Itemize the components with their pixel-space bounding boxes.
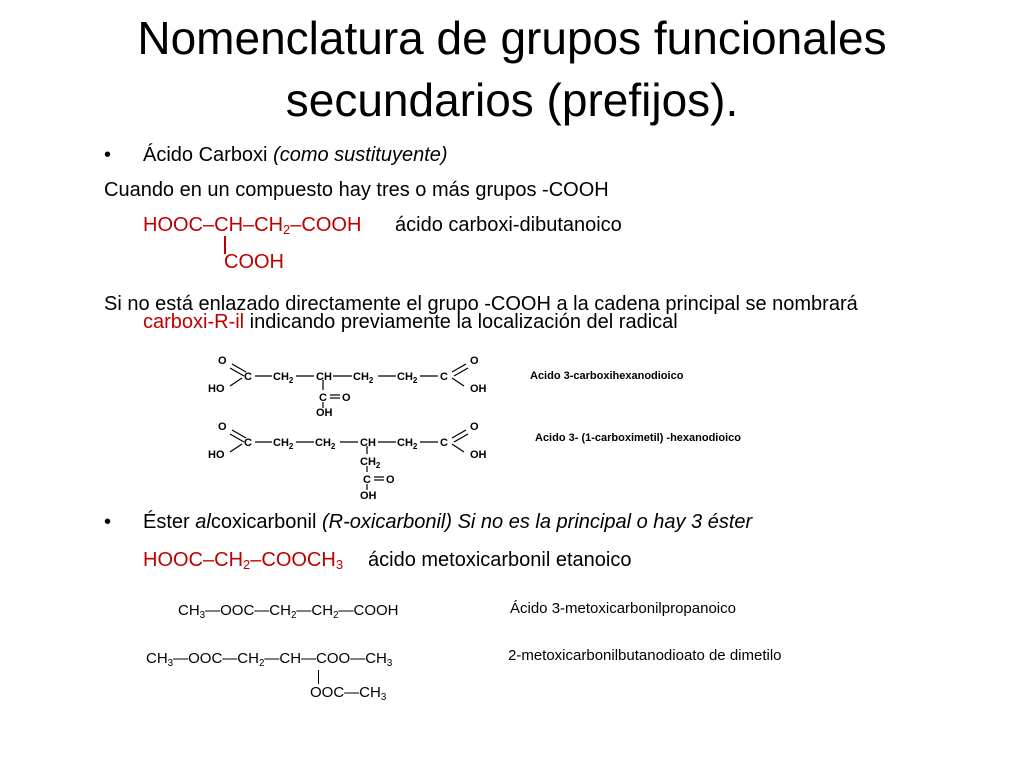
s1-ch2-c: $CH_2$ (397, 371, 418, 385)
s2-ch: CH (360, 437, 376, 449)
s3-sub3: 2 (333, 610, 339, 621)
structure-3-metoxicarbonilpropanoico (178, 602, 399, 619)
s2-o-top-left: O (218, 421, 227, 433)
s2-c6: C (440, 437, 448, 449)
section1-heading-text: Ácido Carboxi (143, 144, 274, 166)
s2-c1: C (244, 437, 252, 449)
formula1-name: ácido carboxi-dibutanoico (395, 214, 622, 236)
s1-ho: HO (208, 383, 225, 395)
s4-branch-sub: 3 (380, 692, 387, 703)
section2-heading-normal: coxicarbonil (210, 511, 322, 533)
bullet-2: • (104, 511, 112, 533)
section1-heading-italic: (como sustituyente) (273, 144, 448, 166)
section1-line3-rest: indicando previamente la localización del radical (244, 311, 678, 333)
s2-branch-ch2: $CH_2$ (360, 456, 381, 470)
formula1-part1: HOOC–CH–CH (143, 214, 284, 236)
section1-heading (143, 143, 448, 167)
section1-line3-red: carboxi-R-il (143, 311, 245, 333)
s2-branch-c: C (363, 474, 371, 486)
structure-3-carboxihexanodioico (200, 350, 520, 420)
slide-title-line2: secundarios (prefijos). (285, 74, 739, 126)
structure-2-metoxicarbonilbutanodioato (146, 650, 392, 667)
s2-branch-oh: OH (360, 490, 377, 502)
s3-sub2: 2 (290, 610, 297, 621)
s2-ho: HO (208, 449, 225, 461)
formula1-branch: COOH (224, 251, 284, 273)
s4-branch-bond (318, 670, 319, 684)
struct1-label: Acido 3-carboxihexanodioico (530, 370, 684, 382)
s2-ch2-a: $CH_2$ (273, 437, 294, 451)
formula2-part2: –COOCH (250, 549, 336, 571)
s2-ch2-c: $CH_2$ (397, 437, 418, 451)
s3-text-a: CH (178, 602, 200, 619)
s4-text-a: CH (146, 650, 168, 667)
formula2-part1: HOOC–CH (143, 549, 244, 571)
s4-sub3: 3 (386, 658, 393, 669)
formula2-sub2: 3 (335, 557, 344, 572)
s4-sub1: 3 (167, 658, 174, 669)
s4-branch-a: OOC—CH (310, 684, 381, 701)
s1-ch: CH (316, 371, 332, 383)
s3-text-d: —COOH (338, 602, 399, 619)
s2-ch2-b: $CH_2$ (315, 437, 336, 451)
bullet-1: • (104, 144, 112, 166)
s1-branch-oh: OH (316, 407, 333, 419)
s1-c1: C (244, 371, 252, 383)
s1-ch2-b: $CH_2$ (353, 371, 374, 385)
formula-carboxi-dibutanoico (143, 213, 361, 237)
section2-heading-text: Éster (143, 511, 196, 533)
formula1-part2: –COOH (290, 214, 362, 236)
structure-3-carboximetil-hexanodioico (200, 420, 520, 502)
s3-sub1: 3 (199, 610, 206, 621)
formula1-sub: 2 (283, 222, 291, 237)
section2-heading (143, 510, 752, 534)
s1-o-top-left: O (218, 355, 227, 367)
s1-o-top-right: O (470, 355, 479, 367)
section1-line1: Cuando en un compuesto hay tres o más grupos -COOH (104, 179, 609, 201)
section2-heading-italic-b: (R-oxicarbonil) Si no es la principal o hay 3 éster (322, 511, 753, 533)
slide-title-line1: Nomenclatura de grupos funcionales (137, 12, 887, 64)
s4-text-b: —OOC—CH (173, 650, 259, 667)
section1-line2: Si no está enlazado directamente el grupo -COOH a la cadena principal se nombrará (104, 293, 858, 315)
s1-branch-o: O (342, 392, 351, 404)
s1-oh: OH (470, 383, 487, 395)
section1-line3 (143, 310, 678, 334)
struct2-label: Acido 3- (1-carboximetil) -hexanodioico (535, 432, 741, 444)
struct3-label: Ácido 3-metoxicarbonilpropanoico (510, 600, 736, 617)
s4-text-c: —CH—COO—CH (264, 650, 387, 667)
s1-ch2-a: $CH_2$ (273, 371, 294, 385)
s2-oh: OH (470, 449, 487, 461)
section2-heading-italic-a: al (195, 511, 211, 533)
formula2-name: ácido metoxicarbonil etanoico (368, 549, 632, 571)
struct4-label: 2-metoxicarbonilbutanodioato de dimetilo (508, 647, 782, 664)
s4-branch (310, 684, 386, 701)
formula-metoxicarbonil-etanoico (143, 548, 343, 572)
s2-branch-o: O (386, 474, 395, 486)
s3-text-c: —CH (296, 602, 334, 619)
formula2-sub1: 2 (243, 557, 251, 572)
s1-c6: C (440, 371, 448, 383)
s4-sub2: 2 (258, 658, 265, 669)
s1-branch-c: C (319, 392, 327, 404)
s2-o-top-right: O (470, 421, 479, 433)
s3-text-b: —OOC—CH (205, 602, 291, 619)
